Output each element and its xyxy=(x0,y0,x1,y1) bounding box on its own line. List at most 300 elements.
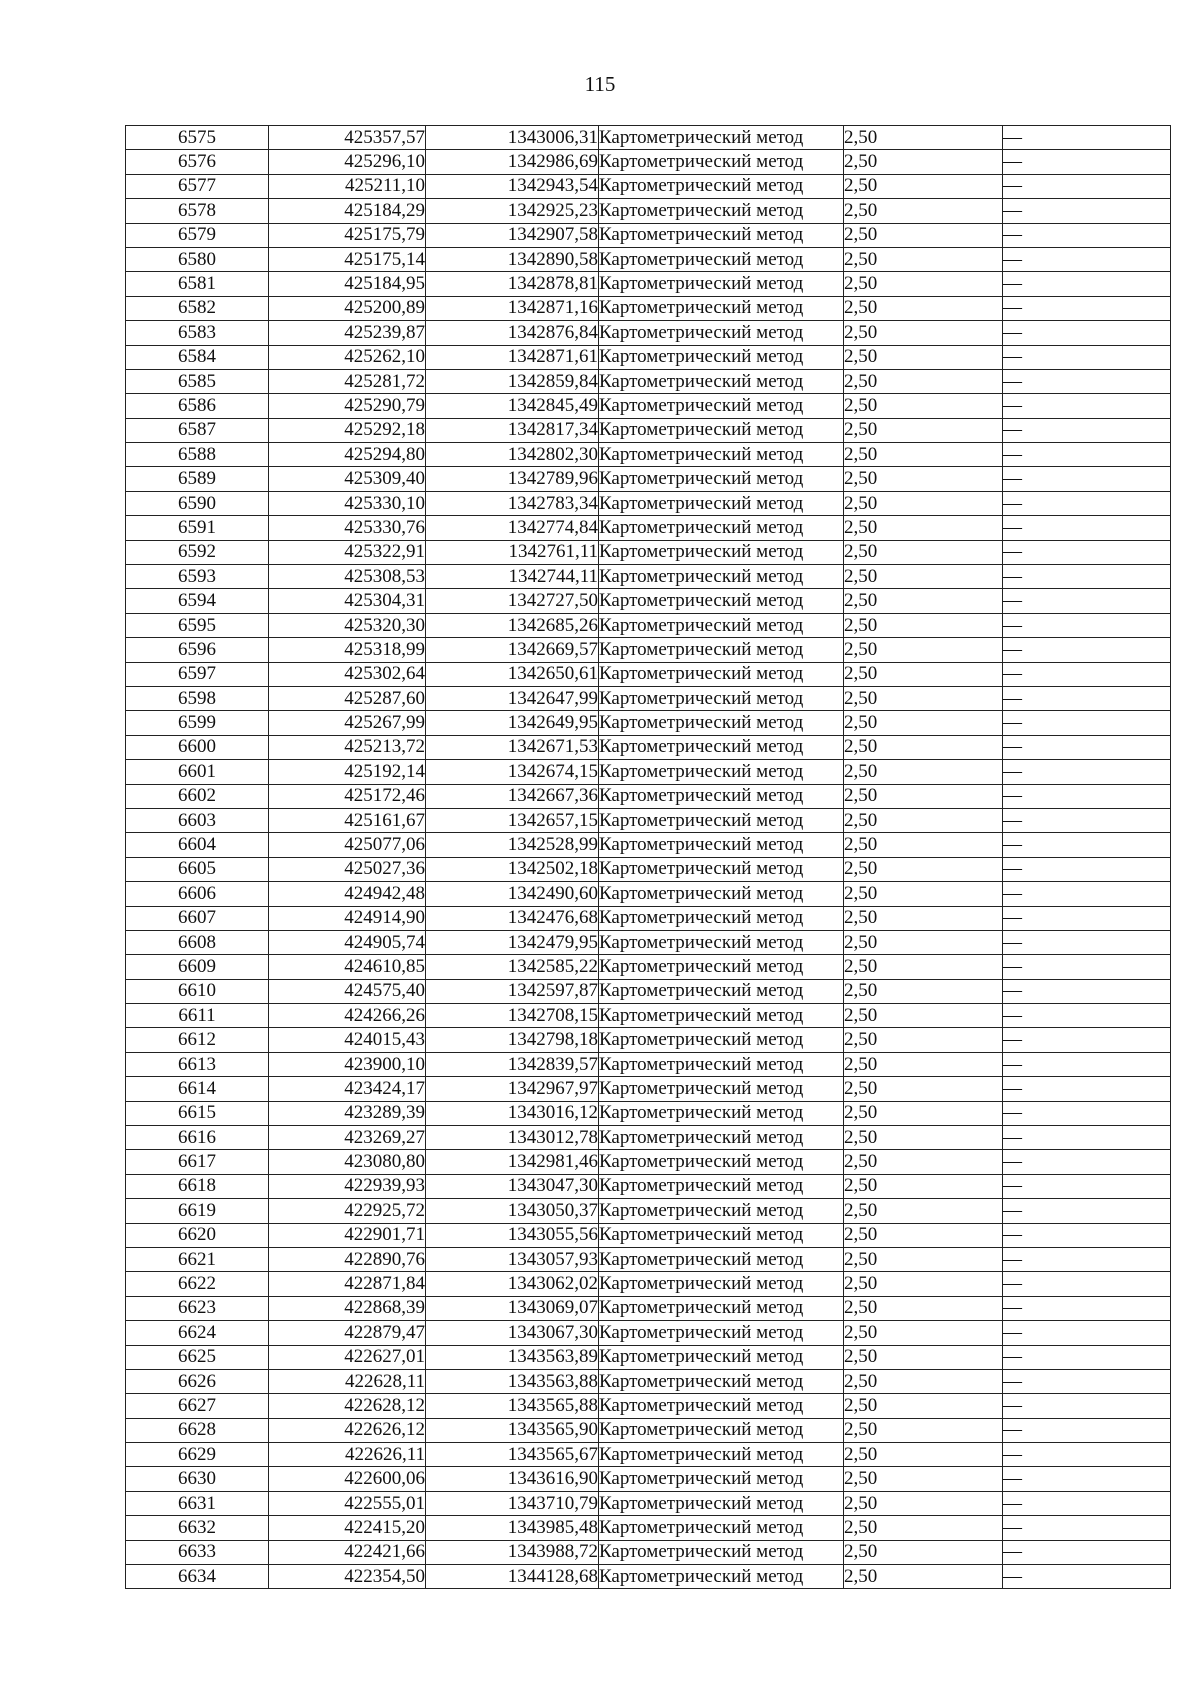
y-coordinate-cell: 1343006,31 xyxy=(426,126,599,150)
note-cell: — xyxy=(1003,1321,1171,1345)
table-row xyxy=(126,540,1171,564)
y-coordinate-cell: 1342871,16 xyxy=(426,296,599,320)
y-coordinate-cell: 1342890,58 xyxy=(426,247,599,271)
coordinates-table-body xyxy=(126,126,1171,1589)
accuracy-cell: 2,50 xyxy=(844,467,1003,491)
table-row xyxy=(126,1247,1171,1271)
x-coordinate-cell: 423269,27 xyxy=(269,1126,426,1150)
accuracy-cell: 2,50 xyxy=(844,345,1003,369)
table-row xyxy=(126,589,1171,613)
table-row xyxy=(126,1150,1171,1174)
point-id-cell: 6599 xyxy=(126,711,269,735)
note-cell: — xyxy=(1003,1491,1171,1515)
x-coordinate-cell: 422925,72 xyxy=(269,1199,426,1223)
accuracy-cell: 2,50 xyxy=(844,1296,1003,1320)
point-id-cell: 6590 xyxy=(126,491,269,515)
y-coordinate-cell: 1342845,49 xyxy=(426,394,599,418)
table-row xyxy=(126,808,1171,832)
accuracy-cell: 2,50 xyxy=(844,321,1003,345)
method-cell: Картометрический метод xyxy=(599,1174,844,1198)
accuracy-cell: 2,50 xyxy=(844,589,1003,613)
method-cell: Картометрический метод xyxy=(599,174,844,198)
note-cell: — xyxy=(1003,1418,1171,1442)
method-cell: Картометрический метод xyxy=(599,491,844,515)
accuracy-cell: 2,50 xyxy=(844,1394,1003,1418)
x-coordinate-cell: 423289,39 xyxy=(269,1101,426,1125)
note-cell: — xyxy=(1003,1345,1171,1369)
point-id-cell: 6632 xyxy=(126,1516,269,1540)
accuracy-cell: 2,50 xyxy=(844,662,1003,686)
y-coordinate-cell: 1343067,30 xyxy=(426,1321,599,1345)
accuracy-cell: 2,50 xyxy=(844,1028,1003,1052)
method-cell: Картометрический метод xyxy=(599,1101,844,1125)
x-coordinate-cell: 424942,48 xyxy=(269,882,426,906)
accuracy-cell: 2,50 xyxy=(844,1321,1003,1345)
y-coordinate-cell: 1343985,48 xyxy=(426,1516,599,1540)
accuracy-cell: 2,50 xyxy=(844,1004,1003,1028)
point-id-cell: 6596 xyxy=(126,638,269,662)
point-id-cell: 6621 xyxy=(126,1247,269,1271)
y-coordinate-cell: 1342502,18 xyxy=(426,857,599,881)
y-coordinate-cell: 1342585,22 xyxy=(426,955,599,979)
x-coordinate-cell: 422628,11 xyxy=(269,1369,426,1393)
point-id-cell: 6609 xyxy=(126,955,269,979)
table-row xyxy=(126,443,1171,467)
table-row xyxy=(126,1369,1171,1393)
x-coordinate-cell: 425161,67 xyxy=(269,808,426,832)
point-id-cell: 6579 xyxy=(126,223,269,247)
x-coordinate-cell: 422628,12 xyxy=(269,1394,426,1418)
method-cell: Картометрический метод xyxy=(599,1004,844,1028)
accuracy-cell: 2,50 xyxy=(844,394,1003,418)
y-coordinate-cell: 1342967,97 xyxy=(426,1077,599,1101)
accuracy-cell: 2,50 xyxy=(844,1150,1003,1174)
method-cell: Картометрический метод xyxy=(599,345,844,369)
method-cell: Картометрический метод xyxy=(599,857,844,881)
accuracy-cell: 2,50 xyxy=(844,1443,1003,1467)
point-id-cell: 6624 xyxy=(126,1321,269,1345)
note-cell: — xyxy=(1003,1199,1171,1223)
table-row xyxy=(126,955,1171,979)
accuracy-cell: 2,50 xyxy=(844,857,1003,881)
note-cell: — xyxy=(1003,1443,1171,1467)
table-row xyxy=(126,1491,1171,1515)
method-cell: Картометрический метод xyxy=(599,369,844,393)
table-row xyxy=(126,1467,1171,1491)
table-row xyxy=(126,247,1171,271)
method-cell: Картометрический метод xyxy=(599,467,844,491)
y-coordinate-cell: 1342667,36 xyxy=(426,784,599,808)
note-cell: — xyxy=(1003,711,1171,735)
accuracy-cell: 2,50 xyxy=(844,223,1003,247)
y-coordinate-cell: 1342597,87 xyxy=(426,979,599,1003)
note-cell: — xyxy=(1003,1223,1171,1247)
y-coordinate-cell: 1342981,46 xyxy=(426,1150,599,1174)
table-row xyxy=(126,662,1171,686)
point-id-cell: 6619 xyxy=(126,1199,269,1223)
x-coordinate-cell: 425292,18 xyxy=(269,418,426,442)
table-row xyxy=(126,686,1171,710)
y-coordinate-cell: 1343565,90 xyxy=(426,1418,599,1442)
x-coordinate-cell: 425318,99 xyxy=(269,638,426,662)
method-cell: Картометрический метод xyxy=(599,662,844,686)
x-coordinate-cell: 425200,89 xyxy=(269,296,426,320)
method-cell: Картометрический метод xyxy=(599,565,844,589)
accuracy-cell: 2,50 xyxy=(844,833,1003,857)
point-id-cell: 6629 xyxy=(126,1443,269,1467)
method-cell: Картометрический метод xyxy=(599,760,844,784)
accuracy-cell: 2,50 xyxy=(844,979,1003,1003)
x-coordinate-cell: 425322,91 xyxy=(269,540,426,564)
x-coordinate-cell: 423080,80 xyxy=(269,1150,426,1174)
table-row xyxy=(126,784,1171,808)
point-id-cell: 6618 xyxy=(126,1174,269,1198)
point-id-cell: 6628 xyxy=(126,1418,269,1442)
table-row xyxy=(126,126,1171,150)
point-id-cell: 6602 xyxy=(126,784,269,808)
table-row xyxy=(126,174,1171,198)
accuracy-cell: 2,50 xyxy=(844,565,1003,589)
y-coordinate-cell: 1342789,96 xyxy=(426,467,599,491)
x-coordinate-cell: 422901,71 xyxy=(269,1223,426,1247)
method-cell: Картометрический метод xyxy=(599,394,844,418)
note-cell: — xyxy=(1003,955,1171,979)
note-cell: — xyxy=(1003,418,1171,442)
point-id-cell: 6598 xyxy=(126,686,269,710)
note-cell: — xyxy=(1003,150,1171,174)
accuracy-cell: 2,50 xyxy=(844,955,1003,979)
x-coordinate-cell: 422415,20 xyxy=(269,1516,426,1540)
note-cell: — xyxy=(1003,1126,1171,1150)
table-row xyxy=(126,1077,1171,1101)
x-coordinate-cell: 424905,74 xyxy=(269,930,426,954)
method-cell: Картометрический метод xyxy=(599,930,844,954)
x-coordinate-cell: 425267,99 xyxy=(269,711,426,735)
y-coordinate-cell: 1343050,37 xyxy=(426,1199,599,1223)
method-cell: Картометрический метод xyxy=(599,638,844,662)
method-cell: Картометрический метод xyxy=(599,1052,844,1076)
table-row xyxy=(126,467,1171,491)
x-coordinate-cell: 422555,01 xyxy=(269,1491,426,1515)
table-row xyxy=(126,1516,1171,1540)
accuracy-cell: 2,50 xyxy=(844,882,1003,906)
x-coordinate-cell: 425330,10 xyxy=(269,491,426,515)
accuracy-cell: 2,50 xyxy=(844,1540,1003,1564)
method-cell: Картометрический метод xyxy=(599,321,844,345)
table-row xyxy=(126,345,1171,369)
x-coordinate-cell: 425302,64 xyxy=(269,662,426,686)
accuracy-cell: 2,50 xyxy=(844,296,1003,320)
accuracy-cell: 2,50 xyxy=(844,150,1003,174)
method-cell: Картометрический метод xyxy=(599,272,844,296)
table-row xyxy=(126,1418,1171,1442)
table-row xyxy=(126,1004,1171,1028)
accuracy-cell: 2,50 xyxy=(844,1223,1003,1247)
y-coordinate-cell: 1342986,69 xyxy=(426,150,599,174)
note-cell: — xyxy=(1003,1004,1171,1028)
y-coordinate-cell: 1342727,50 xyxy=(426,589,599,613)
y-coordinate-cell: 1342943,54 xyxy=(426,174,599,198)
point-id-cell: 6613 xyxy=(126,1052,269,1076)
x-coordinate-cell: 425239,87 xyxy=(269,321,426,345)
method-cell: Картометрический метод xyxy=(599,1199,844,1223)
y-coordinate-cell: 1342925,23 xyxy=(426,199,599,223)
table-row xyxy=(126,1272,1171,1296)
note-cell: — xyxy=(1003,321,1171,345)
x-coordinate-cell: 422627,01 xyxy=(269,1345,426,1369)
method-cell: Картометрический метод xyxy=(599,784,844,808)
point-id-cell: 6585 xyxy=(126,369,269,393)
note-cell: — xyxy=(1003,1150,1171,1174)
y-coordinate-cell: 1343057,93 xyxy=(426,1247,599,1271)
table-row xyxy=(126,491,1171,515)
note-cell: — xyxy=(1003,345,1171,369)
table-row xyxy=(126,1394,1171,1418)
y-coordinate-cell: 1342674,15 xyxy=(426,760,599,784)
method-cell: Картометрический метод xyxy=(599,1443,844,1467)
y-coordinate-cell: 1343616,90 xyxy=(426,1467,599,1491)
point-id-cell: 6583 xyxy=(126,321,269,345)
method-cell: Картометрический метод xyxy=(599,882,844,906)
x-coordinate-cell: 422868,39 xyxy=(269,1296,426,1320)
method-cell: Картометрический метод xyxy=(599,443,844,467)
y-coordinate-cell: 1342708,15 xyxy=(426,1004,599,1028)
point-id-cell: 6620 xyxy=(126,1223,269,1247)
point-id-cell: 6589 xyxy=(126,467,269,491)
accuracy-cell: 2,50 xyxy=(844,540,1003,564)
y-coordinate-cell: 1343565,88 xyxy=(426,1394,599,1418)
x-coordinate-cell: 425213,72 xyxy=(269,735,426,759)
accuracy-cell: 2,50 xyxy=(844,491,1003,515)
table-row xyxy=(126,369,1171,393)
table-row xyxy=(126,613,1171,637)
point-id-cell: 6593 xyxy=(126,565,269,589)
table-row xyxy=(126,906,1171,930)
table-row xyxy=(126,296,1171,320)
accuracy-cell: 2,50 xyxy=(844,126,1003,150)
x-coordinate-cell: 424015,43 xyxy=(269,1028,426,1052)
y-coordinate-cell: 1343988,72 xyxy=(426,1540,599,1564)
point-id-cell: 6582 xyxy=(126,296,269,320)
accuracy-cell: 2,50 xyxy=(844,735,1003,759)
note-cell: — xyxy=(1003,735,1171,759)
y-coordinate-cell: 1342871,61 xyxy=(426,345,599,369)
method-cell: Картометрический метод xyxy=(599,1369,844,1393)
table-row xyxy=(126,1296,1171,1320)
y-coordinate-cell: 1342476,68 xyxy=(426,906,599,930)
method-cell: Картометрический метод xyxy=(599,1272,844,1296)
table-row xyxy=(126,150,1171,174)
note-cell: — xyxy=(1003,906,1171,930)
point-id-cell: 6592 xyxy=(126,540,269,564)
note-cell: — xyxy=(1003,979,1171,1003)
y-coordinate-cell: 1342859,84 xyxy=(426,369,599,393)
point-id-cell: 6633 xyxy=(126,1540,269,1564)
x-coordinate-cell: 422421,66 xyxy=(269,1540,426,1564)
note-cell: — xyxy=(1003,1052,1171,1076)
accuracy-cell: 2,50 xyxy=(844,1199,1003,1223)
point-id-cell: 6601 xyxy=(126,760,269,784)
table-row xyxy=(126,394,1171,418)
method-cell: Картометрический метод xyxy=(599,1516,844,1540)
accuracy-cell: 2,50 xyxy=(844,1516,1003,1540)
accuracy-cell: 2,50 xyxy=(844,760,1003,784)
method-cell: Картометрический метод xyxy=(599,296,844,320)
accuracy-cell: 2,50 xyxy=(844,369,1003,393)
x-coordinate-cell: 422626,11 xyxy=(269,1443,426,1467)
method-cell: Картометрический метод xyxy=(599,808,844,832)
table-row xyxy=(126,565,1171,589)
x-coordinate-cell: 422939,93 xyxy=(269,1174,426,1198)
note-cell: — xyxy=(1003,223,1171,247)
method-cell: Картометрический метод xyxy=(599,126,844,150)
point-id-cell: 6604 xyxy=(126,833,269,857)
method-cell: Картометрический метод xyxy=(599,1540,844,1564)
method-cell: Картометрический метод xyxy=(599,418,844,442)
table-row xyxy=(126,418,1171,442)
point-id-cell: 6580 xyxy=(126,247,269,271)
method-cell: Картометрический метод xyxy=(599,540,844,564)
x-coordinate-cell: 425027,36 xyxy=(269,857,426,881)
x-coordinate-cell: 425320,30 xyxy=(269,613,426,637)
point-id-cell: 6586 xyxy=(126,394,269,418)
point-id-cell: 6622 xyxy=(126,1272,269,1296)
note-cell: — xyxy=(1003,1077,1171,1101)
y-coordinate-cell: 1343055,56 xyxy=(426,1223,599,1247)
point-id-cell: 6634 xyxy=(126,1565,269,1589)
accuracy-cell: 2,50 xyxy=(844,1369,1003,1393)
note-cell: — xyxy=(1003,491,1171,515)
coordinates-table xyxy=(125,125,1171,1589)
point-id-cell: 6600 xyxy=(126,735,269,759)
point-id-cell: 6623 xyxy=(126,1296,269,1320)
method-cell: Картометрический метод xyxy=(599,686,844,710)
accuracy-cell: 2,50 xyxy=(844,199,1003,223)
point-id-cell: 6626 xyxy=(126,1369,269,1393)
point-id-cell: 6577 xyxy=(126,174,269,198)
y-coordinate-cell: 1343062,02 xyxy=(426,1272,599,1296)
accuracy-cell: 2,50 xyxy=(844,808,1003,832)
point-id-cell: 6631 xyxy=(126,1491,269,1515)
point-id-cell: 6625 xyxy=(126,1345,269,1369)
accuracy-cell: 2,50 xyxy=(844,1077,1003,1101)
note-cell: — xyxy=(1003,589,1171,613)
x-coordinate-cell: 425262,10 xyxy=(269,345,426,369)
method-cell: Картометрический метод xyxy=(599,589,844,613)
x-coordinate-cell: 425281,72 xyxy=(269,369,426,393)
accuracy-cell: 2,50 xyxy=(844,638,1003,662)
method-cell: Картометрический метод xyxy=(599,711,844,735)
point-id-cell: 6584 xyxy=(126,345,269,369)
note-cell: — xyxy=(1003,272,1171,296)
x-coordinate-cell: 425290,79 xyxy=(269,394,426,418)
method-cell: Картометрический метод xyxy=(599,1345,844,1369)
note-cell: — xyxy=(1003,1028,1171,1052)
x-coordinate-cell: 422879,47 xyxy=(269,1321,426,1345)
x-coordinate-cell: 423900,10 xyxy=(269,1052,426,1076)
y-coordinate-cell: 1342650,61 xyxy=(426,662,599,686)
table-row xyxy=(126,711,1171,735)
point-id-cell: 6605 xyxy=(126,857,269,881)
note-cell: — xyxy=(1003,467,1171,491)
table-row xyxy=(126,735,1171,759)
table-row xyxy=(126,223,1171,247)
x-coordinate-cell: 422600,06 xyxy=(269,1467,426,1491)
method-cell: Картометрический метод xyxy=(599,199,844,223)
x-coordinate-cell: 425309,40 xyxy=(269,467,426,491)
accuracy-cell: 2,50 xyxy=(844,174,1003,198)
y-coordinate-cell: 1342685,26 xyxy=(426,613,599,637)
method-cell: Картометрический метод xyxy=(599,1418,844,1442)
point-id-cell: 6578 xyxy=(126,199,269,223)
table-row xyxy=(126,930,1171,954)
table-row xyxy=(126,1126,1171,1150)
note-cell: — xyxy=(1003,296,1171,320)
method-cell: Картометрический метод xyxy=(599,1467,844,1491)
accuracy-cell: 2,50 xyxy=(844,1052,1003,1076)
method-cell: Картометрический метод xyxy=(599,1150,844,1174)
x-coordinate-cell: 424610,85 xyxy=(269,955,426,979)
note-cell: — xyxy=(1003,369,1171,393)
table-row xyxy=(126,1028,1171,1052)
method-cell: Картометрический метод xyxy=(599,247,844,271)
y-coordinate-cell: 1342839,57 xyxy=(426,1052,599,1076)
note-cell: — xyxy=(1003,247,1171,271)
table-row xyxy=(126,1101,1171,1125)
x-coordinate-cell: 425304,31 xyxy=(269,589,426,613)
point-id-cell: 6587 xyxy=(126,418,269,442)
note-cell: — xyxy=(1003,833,1171,857)
table-row xyxy=(126,857,1171,881)
method-cell: Картометрический метод xyxy=(599,979,844,1003)
y-coordinate-cell: 1343710,79 xyxy=(426,1491,599,1515)
point-id-cell: 6630 xyxy=(126,1467,269,1491)
accuracy-cell: 2,50 xyxy=(844,711,1003,735)
table-row xyxy=(126,516,1171,540)
accuracy-cell: 2,50 xyxy=(844,1345,1003,1369)
point-id-cell: 6575 xyxy=(126,126,269,150)
y-coordinate-cell: 1342774,84 xyxy=(426,516,599,540)
note-cell: — xyxy=(1003,1369,1171,1393)
y-coordinate-cell: 1342671,53 xyxy=(426,735,599,759)
point-id-cell: 6597 xyxy=(126,662,269,686)
method-cell: Картометрический метод xyxy=(599,1028,844,1052)
note-cell: — xyxy=(1003,1565,1171,1589)
table-row xyxy=(126,1565,1171,1589)
y-coordinate-cell: 1342479,95 xyxy=(426,930,599,954)
x-coordinate-cell: 425192,14 xyxy=(269,760,426,784)
point-id-cell: 6617 xyxy=(126,1150,269,1174)
accuracy-cell: 2,50 xyxy=(844,1126,1003,1150)
note-cell: — xyxy=(1003,1296,1171,1320)
y-coordinate-cell: 1342798,18 xyxy=(426,1028,599,1052)
accuracy-cell: 2,50 xyxy=(844,443,1003,467)
y-coordinate-cell: 1344128,68 xyxy=(426,1565,599,1589)
table-row xyxy=(126,1174,1171,1198)
point-id-cell: 6615 xyxy=(126,1101,269,1125)
method-cell: Картометрический метод xyxy=(599,150,844,174)
y-coordinate-cell: 1342528,99 xyxy=(426,833,599,857)
accuracy-cell: 2,50 xyxy=(844,272,1003,296)
y-coordinate-cell: 1342657,15 xyxy=(426,808,599,832)
note-cell: — xyxy=(1003,1467,1171,1491)
accuracy-cell: 2,50 xyxy=(844,247,1003,271)
table-row xyxy=(126,1321,1171,1345)
x-coordinate-cell: 422354,50 xyxy=(269,1565,426,1589)
accuracy-cell: 2,50 xyxy=(844,1565,1003,1589)
y-coordinate-cell: 1342783,34 xyxy=(426,491,599,515)
note-cell: — xyxy=(1003,857,1171,881)
